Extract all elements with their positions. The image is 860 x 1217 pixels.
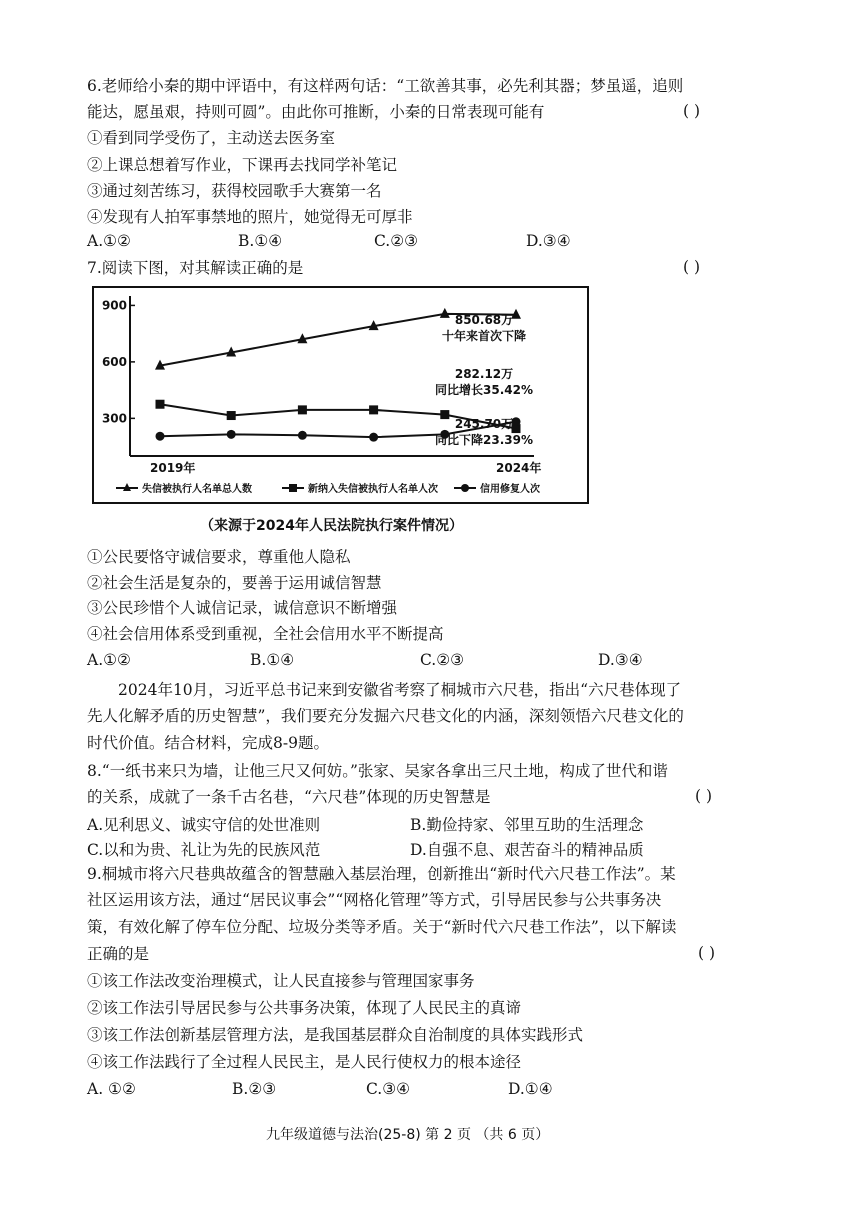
q9-answer-paren: ( ) xyxy=(698,944,716,962)
series-2-point xyxy=(369,405,378,414)
legend-label-2: 新纳入失信被执行人名单人次 xyxy=(308,484,438,495)
annotation-value-2: 282.12万 xyxy=(454,367,514,381)
q6-answer-paren: ( ) xyxy=(683,102,701,120)
q9-stem-line4: 正确的是 xyxy=(87,945,150,963)
q6-item-1: ①看到同学受伤了，主动送去医务室 xyxy=(87,129,336,147)
series-2-point xyxy=(440,410,449,419)
material-line3: 时代价值。结合材料，完成8-9题。 xyxy=(87,734,329,752)
q6-option-d: D.③④ xyxy=(526,232,571,250)
q7-item-4: ④社会信用体系受到重视，全社会信用水平不断提高 xyxy=(87,625,444,643)
q8-stem-line2: 的关系，成就了一条千古名巷，“六尺巷”体现的历史智慧是 xyxy=(87,788,491,806)
annotation-note-1: 十年来首次下降 xyxy=(441,329,527,343)
x-tick-label-end: 2024年 xyxy=(496,461,542,475)
q8-option-d: D.自强不息、艰苦奋斗的精神品质 xyxy=(410,841,644,859)
q6-option-c: C.②③ xyxy=(374,232,419,250)
q9-option-c: C.③④ xyxy=(366,1080,411,1098)
series-2-point xyxy=(298,405,307,414)
x-tick-label-start: 2019年 xyxy=(150,461,196,475)
q6-item-2: ②上课总想着写作业，下课再去找同学补笔记 xyxy=(87,156,398,174)
q7-item-2: ②社会生活是复杂的，要善于运用诚信智慧 xyxy=(87,574,382,592)
q8-option-a: A.见利思义、诚实守信的处世准则 xyxy=(87,816,321,834)
series-3-point xyxy=(298,431,307,440)
q6-option-b: B.①④ xyxy=(238,232,283,250)
annotation-value-1: 850.68万 xyxy=(454,313,514,327)
legend-label-3: 信用修复人次 xyxy=(480,484,540,495)
q6-stem-line1: 6.老师给小秦的期中评语中，有这样两句话：“工欲善其事，必先利其器；梦虽遥，追则 xyxy=(87,77,684,95)
q7-option-d: D.③④ xyxy=(598,651,643,669)
legend-marker-2 xyxy=(289,484,297,492)
series-2-point xyxy=(156,400,165,409)
q9-item-4: ④该工作法践行了全过程人民民主，是人民行使权力的根本途径 xyxy=(87,1053,522,1071)
material-line2: 先人化解矛盾的历史智慧”，我们要充分发掘六尺巷文化的内涵，深刻领悟六尺巷文化的 xyxy=(87,707,684,725)
q6-item-4: ④发现有人拍军事禁地的照片，她觉得无可厚非 xyxy=(87,208,413,226)
q7-option-c: C.②③ xyxy=(420,651,465,669)
q9-item-3: ③该工作法创新基层管理方法，是我国基层群众自治制度的具体实践形式 xyxy=(87,1026,584,1044)
y-tick-label: 300 xyxy=(101,411,127,426)
series-1-point xyxy=(440,308,450,318)
chart-caption: （来源于2024年人民法院执行案件情况） xyxy=(200,518,463,534)
q9-stem-line1: 9.桐城市将六尺巷典故蕴含的智慧融入基层治理，创新推出“新时代六尺巷工作法”。某 xyxy=(87,865,676,883)
y-tick-label: 600 xyxy=(101,354,127,369)
q8-option-b: B.勤俭持家、邻里互助的生活理念 xyxy=(410,816,644,834)
q6-item-3: ③通过刻苦练习，获得校园歌手大赛第一名 xyxy=(87,182,382,200)
q8-stem-line1: 8.“一纸书来只为墙，让他三尺又何妨。”张家、吴家各拿出三尺土地，构成了世代和谐 xyxy=(87,762,668,780)
legend-label-1: 失信被执行人名单总人数 xyxy=(142,484,252,495)
q7-stem: 7.阅读下图，对其解读正确的是 xyxy=(87,259,304,277)
chart-frame xyxy=(92,286,589,504)
q9-stem-line3: 策，有效化解了停车位分配、垃圾分类等矛盾。关于“新时代六尺巷工作法”，以下解读 xyxy=(87,918,677,936)
q7-option-a: A.①② xyxy=(87,651,131,669)
line-chart xyxy=(94,288,587,502)
annotation-note-3: 同比下降23.39% xyxy=(435,433,533,447)
q6-stem-line2: 能达，愿虽艰，持则可圆”。由此你可推断，小秦的日常表现可能有 xyxy=(87,103,545,121)
q9-stem-line2: 社区运用该方法，通过“居民议事会”“网格化管理”等方式，引导居民参与公共事务决 xyxy=(87,891,662,909)
q9-option-d: D.①④ xyxy=(508,1080,553,1098)
annotation-value-3: 245.70万 xyxy=(454,417,514,431)
q7-option-b: B.①④ xyxy=(250,651,295,669)
q9-item-1: ①该工作法改变治理模式，让人民直接参与管理国家事务 xyxy=(87,972,475,990)
series-2-point xyxy=(227,411,236,420)
q9-option-b: B.②③ xyxy=(232,1080,277,1098)
series-3-point xyxy=(227,430,236,439)
page-footer: 九年级道德与法治(25-8) 第 2 页 （共 6 页） xyxy=(266,1127,550,1143)
series-3-point xyxy=(369,433,378,442)
material-line1: 2024年10月，习近平总书记来到安徽省考察了桐城市六尺巷，指出“六尺巷体现了 xyxy=(118,681,682,699)
q9-item-2: ②该工作法引导居民参与公共事务决策，体现了人民民主的真谛 xyxy=(87,999,522,1017)
y-tick-label: 900 xyxy=(101,298,127,313)
annotation-note-2: 同比增长35.42% xyxy=(435,383,533,397)
series-3-point xyxy=(156,432,165,441)
q8-answer-paren: ( ) xyxy=(695,787,713,805)
q9-option-a: A. ①② xyxy=(87,1080,136,1098)
legend-marker-3 xyxy=(461,484,469,492)
q7-answer-paren: ( ) xyxy=(683,258,701,276)
q7-item-3: ③公民珍惜个人诚信记录，诚信意识不断增强 xyxy=(87,599,398,617)
q6-option-a: A.①② xyxy=(87,232,131,250)
q7-item-1: ①公民要恪守诚信要求，尊重他人隐私 xyxy=(87,548,351,566)
q8-option-c: C.以和为贵、礼让为先的民族风范 xyxy=(87,841,321,859)
